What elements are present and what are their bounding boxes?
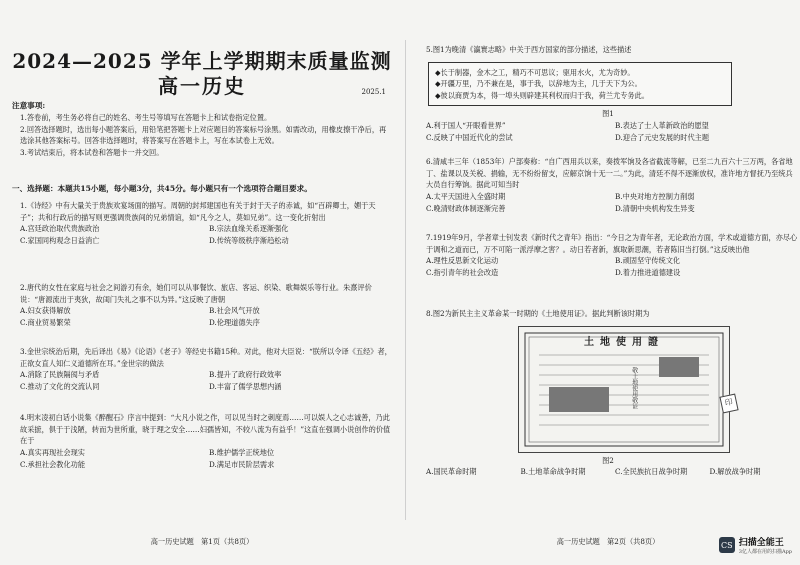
q2-option-a[interactable]: A.妇女获得解放 [20,306,71,316]
q8-options [418,466,798,478]
question-4 [12,412,392,471]
question-5 [418,44,798,144]
q6-option-a[interactable]: A.太平天国进入全盛时期 [426,191,506,201]
q4-option-c[interactable]: C.承担社会教化功能 [20,459,86,469]
q7-option-b[interactable]: B.顽固坚守传统文化 [615,256,681,266]
q1-option-c[interactable]: C.家国同构观念日益消亡 [20,236,100,246]
q8-option-c[interactable]: C.全民族抗日战争时期 [615,467,688,477]
left-page [12,0,392,565]
certificate-stamp: 印 [719,393,738,413]
q2-option-c[interactable]: C.商业贸易繁荣 [20,318,71,328]
q7-options [418,255,798,279]
q6-option-c[interactable]: C.晚清财政体制逐渐完善 [426,203,506,213]
certificate-text: 敬土地使用敬证 [630,366,638,409]
figure-1-quote [428,62,732,107]
q5-option-b[interactable]: B.表达了士人革新政治的愿望 [615,120,709,130]
cs-logo-icon: CS [719,537,735,553]
footer-right: 高一历史试题 第2页（共8页） [556,537,660,546]
notice-item-3: 3.考试结束后，将本试卷和答题卡一并交回。 [20,147,164,157]
notice-block [12,100,392,158]
certificate-title: 土地使用證 [584,336,664,348]
q8-option-d[interactable]: D.解放战争时期 [709,467,761,477]
q2-option-d[interactable]: D.伦理道德失序 [209,318,260,328]
logo-name: 扫描全能王 [738,538,784,548]
q3-stem: 3.金世宗统治后期，先后译出《易》《论语》《老子》等经史书籍15种。对此，他对大臣说：“朕所以令译《五经》者，正欲女直人知仁义道德所在耳。”金世宗的做法 [20,347,392,368]
q7-option-a[interactable]: A.理性反思新文化运动 [426,256,499,266]
q2-options [12,305,392,329]
q1-option-b[interactable]: B.宗法血缘关系逐渐强化 [209,224,289,234]
q2-stem: 2.唐代的女性在家庭与社会之间游刃有余，她们可以从事餐饮、旅店、客运、织染、歌舞娱乐等行业。朱熹评价说：“唐源流出于夷狄，故闺门失礼之事不以为异。”这反映了唐朝 [20,283,372,304]
q3-option-b[interactable]: B.提升了政府行政效率 [209,370,282,380]
q3-option-d[interactable]: D.丰富了儒学思想内涵 [209,382,282,392]
q4-stem: 4.明末凌初白话小说集《醉醒石》序言中提到：“大凡小说之作，可以见当时之刺度焉……可以娱人之心志诚善，乃此故采摭，俱于于浅陋，转而为世所重，晓于理之安全……妇孺皆知，不较八流为有益乎！”这直在强调小说创作的价值在于 [20,413,391,446]
exam-subject: 高一历史 [158,74,246,98]
question-1 [12,200,392,248]
exam-date: 2025.1 [361,88,386,96]
q7-option-c[interactable]: C.指引青年的社会改造 [426,268,499,278]
question-6 [418,156,798,215]
logo-subtitle: 3亿人都在用的扫描App [738,549,792,555]
quote-line-2: ◆开疆万里，乃不兼在是，事于我，以辞地为主，几于天下为公。 [435,79,642,89]
q4-options [12,447,392,471]
q5-option-a[interactable]: A.利于国人“开眼看世界” [426,120,506,130]
notice-item-2: 2.回答选择题时，选出每小题答案后，用铅笔把答题卡上对应题目的答案标号涂黑。如需改动，用橡皮擦干净后，再选涂其他答案标号。回答非选择题时，将答案写在答题卡上，写在本试卷上无效。 [20,124,387,146]
q6-option-b[interactable]: B.中央对地方控制力削弱 [615,191,695,201]
exam-title: 2024—2025 学年上学期期末质量监测 [12,49,392,73]
quote-line-1: ◆长于制器，金木之工，精巧不可思议；驱用水火，尤为奇妙。 [435,67,635,77]
q3-options [12,369,392,393]
q6-stem: 6.清咸丰三年（1853年）户部奏称：“自广西用兵以来，奏拨军饷及各省截流等解，已至二九百六十三万两，各省地丁、盐课以及关税、捐输，无不纷纷留支，应解京饷十无一二。”为此，清廷不得不逐渐放权，准许地方督抚乃至统兵大员自行筹饷。据此可知当时 [426,157,793,190]
page-divider [405,40,406,520]
question-3 [12,346,392,394]
q2-option-b[interactable]: B.社会风气开放 [209,306,260,316]
q6-option-d[interactable]: D.清朝中央机构发生异变 [615,203,695,213]
quote-line-3: ◆彼以商贾为本，得一埠头则辟建其利权而归于我，荷兰尤专务此。 [435,90,649,100]
q4-option-d[interactable]: D.满足市民阶层需求 [209,459,275,469]
section-1-title: 一、选择题：本题共15小题，每小题3分，共45分。每小题只有一个选项符合题目要求。 [12,184,312,193]
q1-option-d[interactable]: D.传统等级秩序渐趋松动 [209,236,289,246]
right-page [418,0,798,565]
q1-option-a[interactable]: A.宫廷政治取代贵族政治 [20,224,100,234]
q5-option-c[interactable]: C.反映了中国近代化的尝试 [426,132,513,142]
q6-options [418,191,798,215]
q4-option-b[interactable]: B.维护儒学正统地位 [209,447,275,457]
q5-options [418,120,798,144]
question-7 [418,232,798,280]
q5-stem: 5.图1为晚清《瀛寰志略》中关于西方国家的部分描述，这些描述 [426,45,632,54]
q5-option-d[interactable]: D.迎合了元史发展的时代主题 [615,132,710,142]
q7-stem: 7.1919年9月，学者章士钊发表《新时代之青年》指出：“今日之为青年者，无论政治方面，学术或道德方面，亦尽心于调和之道而已，万不可陷一派浮摩之害？。动日若者新，旗取新思潮，若者陈旧当打倒。”这反映出他 [426,233,798,254]
footer-left: 高一历史试题 第1页（共8页） [150,537,254,546]
q4-option-a[interactable]: A.真实再现社会现实 [20,447,85,457]
q8-option-a[interactable]: A.国民革命时期 [426,467,477,477]
figure-2-land-certificate [518,326,734,453]
question-8 [418,308,798,478]
logo-text-group [739,535,792,555]
q3-option-a[interactable]: A.消除了民族隔阂与矛盾 [20,370,100,380]
figure-1-label: 图1 [602,109,614,119]
question-2 [12,282,392,330]
q8-option-b[interactable]: B.土地革命战争时期 [520,467,586,477]
q3-option-c[interactable]: C.推动了文化的交流认同 [20,382,100,392]
q1-stem: 1.《诗经》中有大量关于贵族欢宴场面的描写。周朝的封邦建国也有关于封于天子的赤诚，如“百辟卿士，媚于天子”；共和行政后的描写则更强调贵族间的兄弟情谊，如“凡今之人，莫如兄弟”。这一变化折射出 [20,201,376,222]
scanner-logo [719,535,792,555]
figure-2-label: 图2 [602,455,614,465]
notice-title: 注意事项: [12,101,46,110]
notice-item-1: 1.答卷前，考生务必将自己的姓名、考生号等填写在答题卡上和试卷指定位置。 [20,113,272,123]
q8-stem: 8.图2为新民主主义革命某一时期的《土地使用证》。据此判断该时期为 [426,309,650,318]
q1-options [12,223,392,247]
q7-option-d[interactable]: D.着力推进道德建设 [615,268,681,278]
